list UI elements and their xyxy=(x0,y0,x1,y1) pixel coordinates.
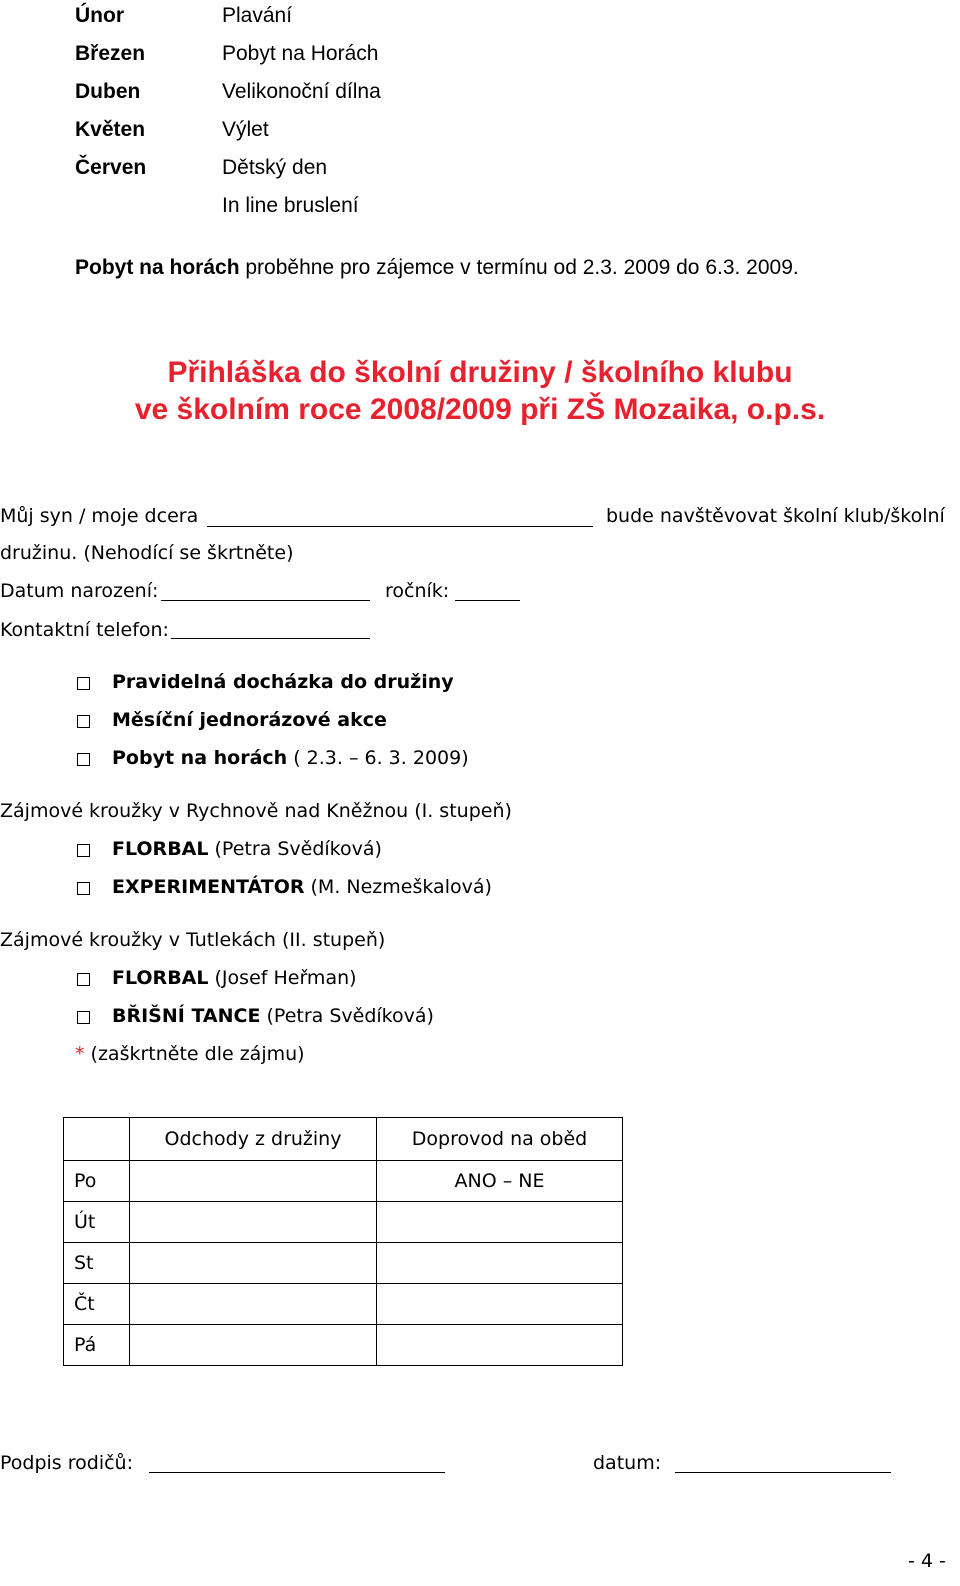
club-text: (Josef Heřman) xyxy=(208,967,357,989)
day-cell: Út xyxy=(64,1202,130,1243)
table-row xyxy=(64,1284,623,1325)
table-header-cell: Odchody z družiny xyxy=(130,1118,377,1161)
event-label: Pobyt na Horách xyxy=(222,42,379,65)
departures-cell[interactable] xyxy=(130,1325,377,1366)
club-florbal-2 xyxy=(112,967,357,989)
dob-label: Datum narození: xyxy=(0,580,159,602)
event-label: In line bruslení xyxy=(222,194,359,217)
table-header-row xyxy=(64,1118,623,1161)
note-text: (zaškrtněte dle zájmu) xyxy=(84,1043,305,1065)
month-label: Červen xyxy=(75,156,147,179)
pobyt-note-text: proběhne pro zájemce v termínu od 2.3. 2009 do 6.3. 2009. xyxy=(239,256,799,279)
table-row xyxy=(64,1161,623,1202)
club-belly-dance xyxy=(112,1005,434,1027)
clubs1-heading: Zájmové kroužky v Rychnově nad Kněžnou (I. stupeň) xyxy=(0,800,512,822)
club-bold: BŘIŠNÍ TANCE xyxy=(112,1005,261,1027)
child-suffix: bude navštěvovat školní klub/školní xyxy=(606,505,945,527)
month-label: Květen xyxy=(75,118,146,141)
club-experimentator xyxy=(112,876,492,898)
form-title-line1: Přihláška do školní družiny / školního klubu xyxy=(167,356,793,389)
departures-cell[interactable] xyxy=(130,1202,377,1243)
clubs2-heading: Zájmové kroužky v Tutlekách (II. stupeň) xyxy=(0,929,386,951)
day-cell: Čt xyxy=(64,1284,130,1325)
departures-cell[interactable] xyxy=(130,1243,377,1284)
month-label: Březen xyxy=(75,42,146,65)
departures-cell[interactable] xyxy=(130,1161,377,1202)
lunch-cell[interactable]: ANO – NE xyxy=(377,1161,623,1202)
selection-note xyxy=(75,1043,305,1065)
event-label: Výlet xyxy=(222,118,269,141)
club-text: (M. Nezmeškalová) xyxy=(304,876,492,898)
checkbox-florbal-2[interactable] xyxy=(77,973,90,986)
lunch-cell[interactable] xyxy=(377,1202,623,1243)
dob-field[interactable] xyxy=(161,600,370,601)
day-cell: Po xyxy=(64,1161,130,1202)
club-florbal-1 xyxy=(112,838,382,860)
option-mountains xyxy=(112,747,469,769)
asterisk: * xyxy=(75,1043,85,1065)
checkbox-belly-dance[interactable] xyxy=(77,1011,90,1024)
checkbox-experimentator[interactable] xyxy=(77,882,90,895)
lunch-cell[interactable] xyxy=(377,1325,623,1366)
event-label: Dětský den xyxy=(222,156,328,179)
lunch-cell[interactable] xyxy=(377,1243,623,1284)
child-name-field[interactable] xyxy=(207,526,593,527)
phone-field[interactable] xyxy=(171,638,370,639)
table-row xyxy=(64,1202,623,1243)
club-bold: EXPERIMENTÁTOR xyxy=(112,876,305,898)
month-label: Duben xyxy=(75,80,141,103)
grade-field[interactable] xyxy=(455,600,520,601)
phone-label: Kontaktní telefon: xyxy=(0,619,169,641)
table-row xyxy=(64,1325,623,1366)
table-row xyxy=(64,1243,623,1284)
club-text: (Petra Svědíková) xyxy=(260,1005,434,1027)
option-bold: Měsíční jednorázové akce xyxy=(112,709,387,731)
club-bold: FLORBAL xyxy=(112,838,209,860)
departures-cell[interactable] xyxy=(130,1284,377,1325)
checkbox-monthly[interactable] xyxy=(77,715,90,728)
grade-label: ročník: xyxy=(385,580,450,602)
day-cell: Pá xyxy=(64,1325,130,1366)
checkbox-mountains[interactable] xyxy=(77,753,90,766)
option-monthly xyxy=(112,709,387,731)
date-label: datum: xyxy=(593,1452,662,1474)
lunch-cell[interactable] xyxy=(377,1284,623,1325)
form-title-line2: ve školním roce 2008/2009 při ZŠ Mozaika, o.p.s. xyxy=(134,393,826,426)
club-text: (Petra Svědíková) xyxy=(208,838,382,860)
page-number: - 4 - xyxy=(908,1550,946,1572)
pobyt-note-bold: Pobyt na horách xyxy=(75,256,240,279)
signature-field[interactable] xyxy=(149,1472,445,1473)
date-field[interactable] xyxy=(675,1472,891,1473)
pobyt-note xyxy=(75,256,799,280)
option-bold: Pobyt na horách xyxy=(112,747,288,769)
table-header-cell xyxy=(64,1118,130,1161)
option-bold: Pravidelná docházka do družiny xyxy=(112,671,454,693)
table-header-cell: Doprovod na oběd xyxy=(377,1118,623,1161)
club-bold: FLORBAL xyxy=(112,967,209,989)
option-text: ( 2.3. – 6. 3. 2009) xyxy=(287,747,469,769)
child-label: Můj syn / moje dcera xyxy=(0,505,199,527)
signature-label: Podpis rodičů: xyxy=(0,1452,133,1474)
event-label: Plavání xyxy=(222,4,293,27)
checkbox-regular[interactable] xyxy=(77,677,90,690)
event-label: Velikonoční dílna xyxy=(222,80,381,103)
option-regular xyxy=(112,671,454,693)
checkbox-florbal-1[interactable] xyxy=(77,844,90,857)
child-continuation: družinu. (Nehodící se škrtněte) xyxy=(0,542,294,564)
day-cell: St xyxy=(64,1243,130,1284)
month-label: Únor xyxy=(75,4,124,27)
schedule-table xyxy=(63,1117,623,1366)
